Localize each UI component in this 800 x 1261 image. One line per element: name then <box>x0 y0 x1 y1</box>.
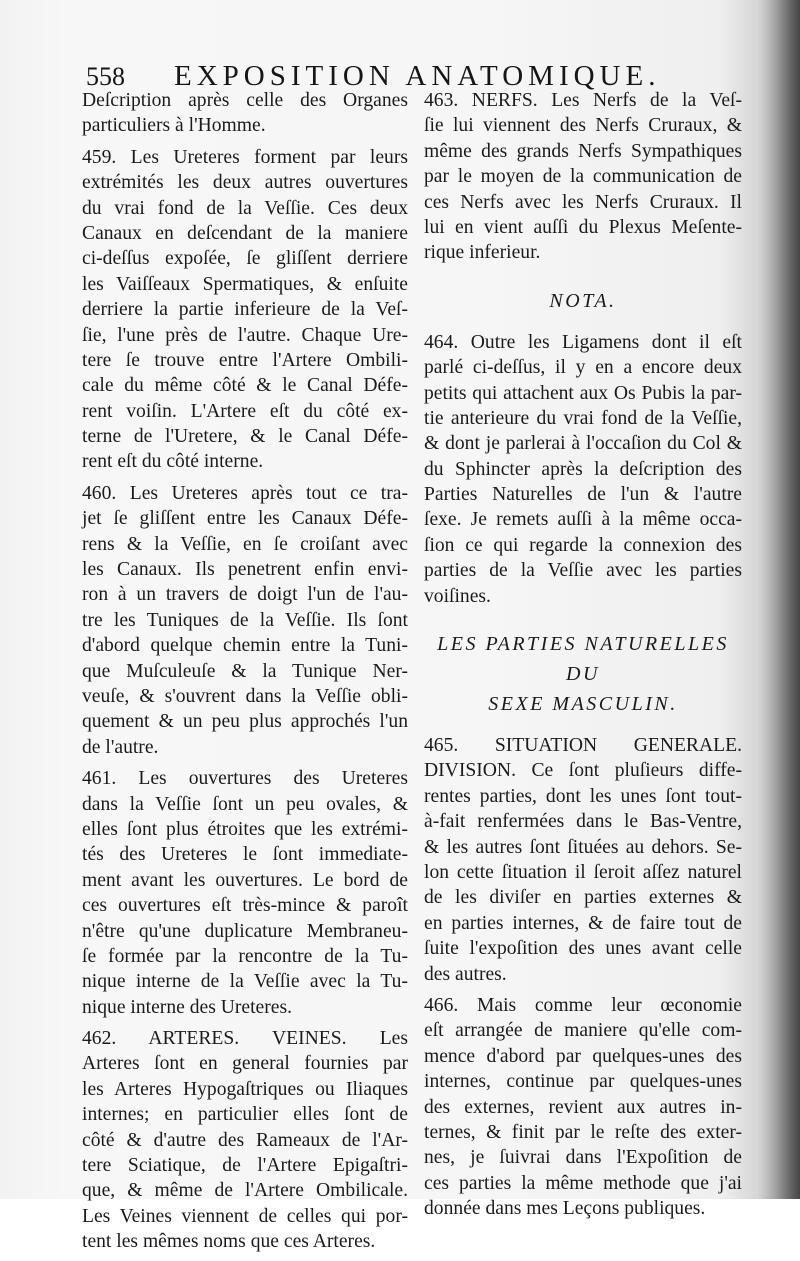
text-line: lui en vient auſſi du Plexus Meſente- <box>424 216 742 238</box>
text-line: mence d'abord par quelques-unes des <box>424 1045 742 1067</box>
text-line: tie anterieure du vrai fond de la Veſſie, <box>424 407 742 429</box>
text-line: 462. ARTERES. VEINES. Les <box>82 1028 408 1050</box>
text-line: veuſe, & s'ouvrent dans la Veſſie obli- <box>82 685 408 707</box>
text-line: 460. Les Ureteres après tout ce tra- <box>82 482 408 504</box>
text-line: des externes, revient aux autres in- <box>424 1096 742 1118</box>
text-line: ces ouvertures eſt très-mince & paroît <box>82 895 408 917</box>
paragraph <box>82 1026 408 1261</box>
text-line: Canaux en deſcendant de la maniere <box>82 222 408 244</box>
paragraph <box>82 481 408 766</box>
section-heading <box>424 615 742 733</box>
text-line: en parties internes, & de faire tout de <box>424 912 742 934</box>
text-line: nique interne des Ureteres. <box>82 996 293 1018</box>
text-line: particuliers à l'Homme. <box>82 115 266 137</box>
text-line: les Vaiſſeaux Spermatiques, & enſuite <box>82 273 408 295</box>
text-line: derriere la partie inferieure de la Veſ- <box>82 299 408 321</box>
paragraph <box>82 88 408 145</box>
text-line: ternes, & finit par le reſte des exter- <box>424 1121 742 1143</box>
text-line: des autres. <box>424 963 507 985</box>
text-line: ces Nerfs avec les Nerfs Cruraux. Il <box>424 191 742 213</box>
text-line: eſt arrangée de maniere qu'elle com- <box>424 1020 742 1042</box>
text-line: & dont je parlerai à l'occaſion du Col & <box>424 433 742 455</box>
text-line: petits qui attachent aux Os Pubis la par- <box>424 382 742 404</box>
text-line: ſie, l'une près de l'autre. Chaque Ure- <box>82 324 408 346</box>
text-line: que, & même de l'Artere Ombilicale. <box>82 1180 408 1202</box>
text-line: ron à un travers de doigt l'un de l'au- <box>82 584 408 606</box>
section-heading <box>424 272 742 330</box>
heading-line: LES PARTIES NATURELLES <box>437 633 729 656</box>
text-line: de l'autre. <box>82 736 159 758</box>
text-line: 466. Mais comme leur œconomie <box>424 994 742 1016</box>
text-line: 461. Les ouvertures des Ureteres <box>82 768 408 790</box>
text-line: 459. Les Ureteres forment par leurs <box>82 146 408 168</box>
text-line: tent les mêmes noms que ces Arteres. <box>82 1231 376 1253</box>
heading-line: SEXE MASCULIN. <box>488 693 678 716</box>
text-line: les Arteres Hypogaſtriques ou Iliaques <box>82 1078 408 1100</box>
text-line: dans la Veſſie ſont un peu ovales, & <box>82 793 408 815</box>
text-line: & les autres ſont ſituées au dehors. Se- <box>424 836 742 858</box>
text-line: ſuite l'expoſition des unes avant celle <box>424 938 742 960</box>
text-line: nique interne de la Veſſie avec la Tu- <box>82 971 408 993</box>
text-line: 465. SITUATION GENERALE. <box>424 735 742 757</box>
paragraph <box>424 993 742 1228</box>
text-line: du Sphincter après la deſcription des <box>424 458 742 480</box>
text-line: de les diviſer en parties externes & <box>424 887 742 909</box>
paragraph <box>424 88 742 272</box>
text-line: nes, je ſuivrai dans l'Expoſition de <box>424 1147 742 1169</box>
text-line: rent eſt du côté interne. <box>82 451 264 473</box>
text-line: Les Veines viennent de celles qui por- <box>82 1205 408 1227</box>
text-line: terne de l'Uretere, & le Canal Défe- <box>82 426 408 448</box>
text-line: internes; en particulier elles ſont de <box>82 1104 408 1126</box>
text-line: Parties Naturelles de l'un & l'autre <box>424 484 742 506</box>
text-line: ment avant les ouvertures. Le bord de <box>82 869 408 891</box>
text-line: côté & d'autre des Rameaux de l'Ar- <box>82 1129 408 1151</box>
paragraph <box>82 145 408 481</box>
text-line: tere Sciatique, de l'Artere Epigaſtri- <box>82 1155 408 1177</box>
text-line: Arteres ſont en general fournies par <box>82 1053 408 1075</box>
heading-line: DU <box>566 663 600 686</box>
page-number: 558 <box>86 62 125 91</box>
text-line: parlé ci-deſſus, il y en a encore deux <box>424 357 742 379</box>
text-line: d'abord quelque chemin entre la Tuni- <box>82 635 408 657</box>
text-line: rent voiſin. L'Artere eſt du côté ex- <box>82 400 408 422</box>
text-line: ces parties la même methode que j'ai <box>424 1172 742 1194</box>
text-line: internes, continue par quelques-unes <box>424 1071 742 1093</box>
text-line: tre les Tuniques de la Veſſie. Ils ſont <box>82 609 408 631</box>
text-line: que Muſculeuſe & la Tunique Ner- <box>82 660 408 682</box>
paragraph <box>424 733 742 993</box>
text-line: par le moyen de la communication de <box>424 166 742 188</box>
text-line: ſie lui viennent des Nerfs Cruraux, & <box>424 115 742 137</box>
text-line: ſe formée par la rencontre de la Tu- <box>82 945 408 967</box>
text-line: rentes parties, dont les unes ſont tout- <box>424 785 742 807</box>
text-line: extrémités les deux autres ouvertures <box>82 172 408 194</box>
text-line: 463. NERFS. Les Nerfs de la Veſ- <box>424 90 742 111</box>
text-line: DIVISION. Ce ſont pluſieurs diffe- <box>424 760 742 782</box>
paragraph <box>424 330 742 615</box>
text-line: jet ſe gliſſent entre les Canaux Défe- <box>82 508 408 530</box>
text-line: ſexe. Je remets auſſi à la même occa- <box>424 509 742 531</box>
right-column <box>424 88 742 1227</box>
text-line: du vrai fond de la Veſſie. Ces deux <box>82 197 408 219</box>
text-line: tere ſe trouve entre l'Artere Ombili- <box>82 349 408 371</box>
text-line: ci-deſſus expoſée, ſe gliſſent derriere <box>82 248 408 270</box>
text-line: tés des Ureteres le ſont immediate- <box>82 844 408 866</box>
left-column <box>82 88 408 1261</box>
text-line: n'être qu'une duplicature Membraneu- <box>82 920 408 942</box>
binding-shadow <box>758 0 800 1199</box>
text-line: parties de la Veſſie avec les parties <box>424 560 742 582</box>
text-line: lon cette ſituation il ſeroit aſſez naturel <box>424 861 742 883</box>
text-line: les Canaux. Ils penetrent enfin envi- <box>82 559 408 581</box>
text-line: ſion ce qui regarde la connexion des <box>424 534 742 556</box>
text-line: Deſcription après celle des Organes <box>82 90 408 111</box>
text-line: elles ſont plus étroites que les extrémi- <box>82 818 408 840</box>
text-line: même des grands Nerfs Sympathiques <box>424 140 742 162</box>
text-line: 464. Outre les Ligamens dont il eſt <box>424 331 742 353</box>
text-line: cale du même côté & le Canal Défe- <box>82 375 408 397</box>
text-line: donnée dans mes Leçons publiques. <box>424 1198 706 1220</box>
text-line: quement & un peu plus approchés l'un <box>82 711 408 733</box>
heading-line: NOTA. <box>549 289 617 312</box>
text-line: rique inferieur. <box>424 242 541 264</box>
text-line: à-fait renfermées dans le Bas-Ventre, <box>424 811 742 833</box>
running-title: EXPOSITION ANATOMIQUE. <box>174 60 661 92</box>
text-line: voiſines. <box>424 585 491 607</box>
text-line: rens & la Veſſie, en ſe croiſant avec <box>82 533 408 555</box>
paragraph <box>82 766 408 1026</box>
